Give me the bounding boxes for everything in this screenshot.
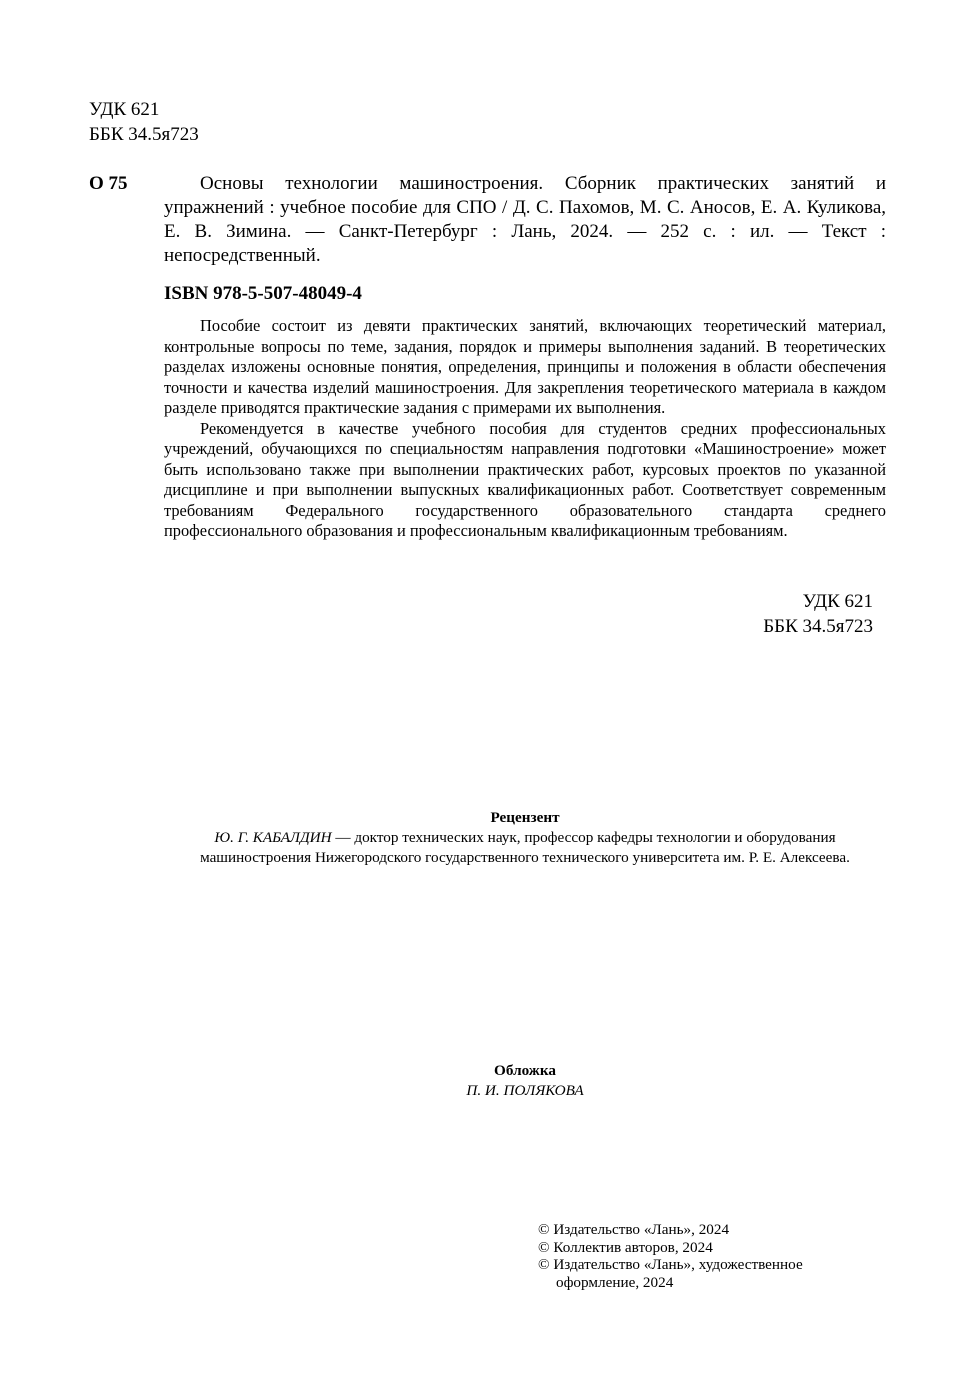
reviewer-line-1 <box>120 828 930 848</box>
copyright-line-1: © Издательство «Лань», 2024 <box>538 1221 730 1238</box>
copyright-line-2: © Коллектив авторов, 2024 <box>538 1238 713 1256</box>
bottom-classification <box>700 589 873 639</box>
reviewer-heading: Рецензент <box>490 809 560 826</box>
reviewer-description-2: машиностроения Нижегородского государственного технического университета им. Р. Е. Алексеева. <box>200 849 850 866</box>
top-classification <box>89 97 199 147</box>
bbk-code-bottom: ББК 34.5я723 <box>763 616 873 637</box>
bbk-code-top: ББК 34.5я723 <box>89 124 199 145</box>
cover-heading: Обложка <box>494 1062 556 1079</box>
copyright-line-3-continuation: оформление, 2024 <box>556 1273 674 1291</box>
copyright-line-3: © Издательство «Лань», художественное <box>538 1256 803 1273</box>
reviewer-block <box>120 808 930 868</box>
reviewer-name: Ю. Г. КАБАЛДИН <box>214 829 332 846</box>
bibliographic-record: Основы технологии машиностроения. Сборник практических занятий и упражнений : учебное пособие для СПО / Д. С. Пахомов, М. С. Аносов, Е. А. Куликова, Е. В. Зимина. — Санкт-Петербург : Лань, 2024. — 252 с. : ил. — Текст : непосредственный. <box>164 173 886 266</box>
abstract-paragraph-2: Рекомендуется в качестве учебного пособия для студентов средних профессиональных учреждений, обучающихся по специальностям направления подготовки «Машиностроение» может быть использовано также при выполнении практических работ, курсовых проектов по указанной дисциплине и при выполнении выпускных квалификационных работ. Соответствует современным требованиям Федерального государственного образовательного стандарта среднего профессионального образования и профессиональным квалификационным требованиям. <box>164 418 886 540</box>
isbn: ISBN 978-5-507-48049-4 <box>164 283 362 304</box>
udk-code-bottom: УДК 621 <box>802 591 873 612</box>
abstract-paragraph-1: Пособие состоит из девяти практических занятий, включающих теоретический материал, контрольные вопросы по теме, задания, порядок и примеры выполнения заданий. В теоретических разделах изложены основные понятия, определения, принципы и положения в области обеспечения точности и качества изделий машиностроения. Для закрепления теоретического материала в каждом разделе приводятся практические задания с примерами их выполнения. <box>164 316 886 417</box>
reviewer-description-1: — доктор технических наук, профессор кафедры технологии и оборудования <box>331 829 836 846</box>
copyright-block <box>538 1221 858 1291</box>
abstract <box>164 316 886 542</box>
udk-code-top: УДК 621 <box>89 99 160 120</box>
cover-block <box>325 1061 725 1101</box>
author-code: О 75 <box>89 173 128 194</box>
cover-artist: П. И. ПОЛЯКОВА <box>466 1082 584 1099</box>
